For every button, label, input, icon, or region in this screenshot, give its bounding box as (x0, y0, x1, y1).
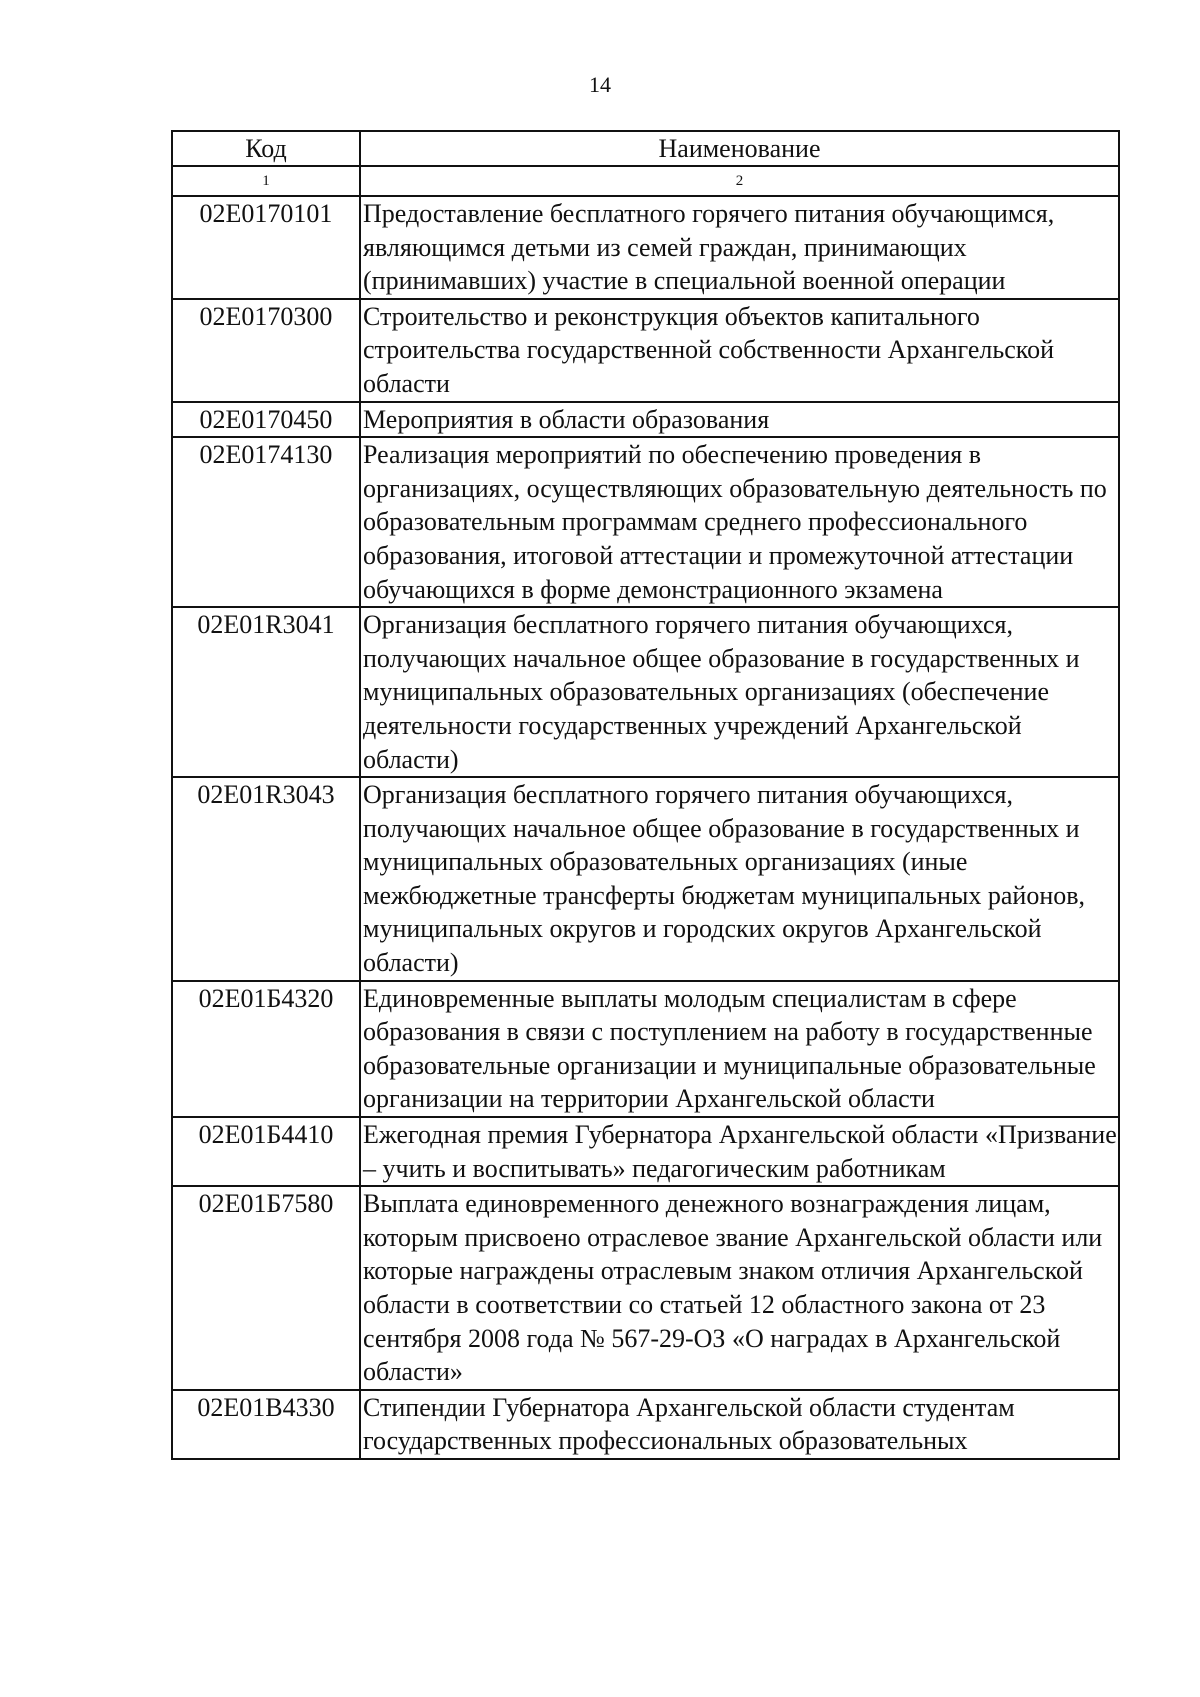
table-row (172, 437, 1119, 607)
row-name: Предоставление бесплатного горячего питания обучающимся, являющимся детьми из семей граждан, принимающих (принимавших) участие в специальной военной операции (360, 196, 1119, 299)
row-code: 02Е01Б4320 (172, 981, 360, 1117)
row-name: Ежегодная премия Губернатора Архангельской области «Призвание – учить и воспитывать» педагогическим работникам (360, 1117, 1119, 1186)
row-code: 02Е0170101 (172, 196, 360, 299)
row-name: Выплата единовременного денежного вознаграждения лицам, которым присвоено отраслевое звание Архангельской области или которые награждены отраслевым знаком отличия Архангельской области в соответствии со статьей 12 областного закона от 23 сентября 2008 года № 567-29-ОЗ «О наградах в Архангельской области» (360, 1186, 1119, 1390)
row-name: Единовременные выплаты молодым специалистам в сфере образования в связи с поступлением на работу в государственные образовательные организации и муниципальные образовательные организации на территории Архангельской области (360, 981, 1119, 1117)
row-name: Организация бесплатного горячего питания обучающихся, получающих начальное общее образование в государственных и муниципальных образовательных организациях (обеспечение деятельности государственных учреждений Архангельской области) (360, 607, 1119, 777)
row-name: Строительство и реконструкция объектов капитального строительства государственной собственности Архангельской области (360, 299, 1119, 402)
table-row (172, 1117, 1119, 1186)
row-code: 02Е01R3041 (172, 607, 360, 777)
row-name: Реализация мероприятий по обеспечению проведения в организациях, осуществляющих образовательную деятельность по образовательным программам среднего профессионального образования, итоговой аттестации и промежуточной аттестации обучающихся в форме демонстрационного экзамена (360, 437, 1119, 607)
table-row (172, 1186, 1119, 1390)
table-row (172, 1390, 1119, 1459)
row-code: 02Е0170300 (172, 299, 360, 402)
row-code: 02Е01Б4410 (172, 1117, 360, 1186)
row-code: 02Е01В4330 (172, 1390, 360, 1459)
table-header-row (172, 131, 1119, 166)
column-number-row (172, 166, 1119, 196)
row-code: 02Е0174130 (172, 437, 360, 607)
row-code: 02Е01Б7580 (172, 1186, 360, 1390)
table-row (172, 196, 1119, 299)
column-header-code: Код (172, 131, 360, 166)
row-name: Мероприятия в области образования (360, 402, 1119, 438)
row-code: 02Е01R3043 (172, 777, 360, 981)
table-row (172, 777, 1119, 981)
row-name: Стипендии Губернатора Архангельской области студентам государственных профессиональных образовательных (360, 1390, 1119, 1459)
page-number: 14 (589, 72, 611, 97)
row-code: 02Е0170450 (172, 402, 360, 438)
budget-code-table (171, 130, 1120, 1460)
row-name: Организация бесплатного горячего питания обучающихся, получающих начальное общее образование в государственных и муниципальных образовательных организациях (иные межбюджетные трансферты бюджетам муниципальных районов, муниципальных округов и городских округов Архангельской области) (360, 777, 1119, 981)
table-row (172, 607, 1119, 777)
table-row (172, 402, 1119, 438)
table-row (172, 299, 1119, 402)
table-row (172, 981, 1119, 1117)
column-header-name: Наименование (360, 131, 1119, 166)
column-number-2: 2 (360, 166, 1119, 196)
column-number-1: 1 (172, 166, 360, 196)
